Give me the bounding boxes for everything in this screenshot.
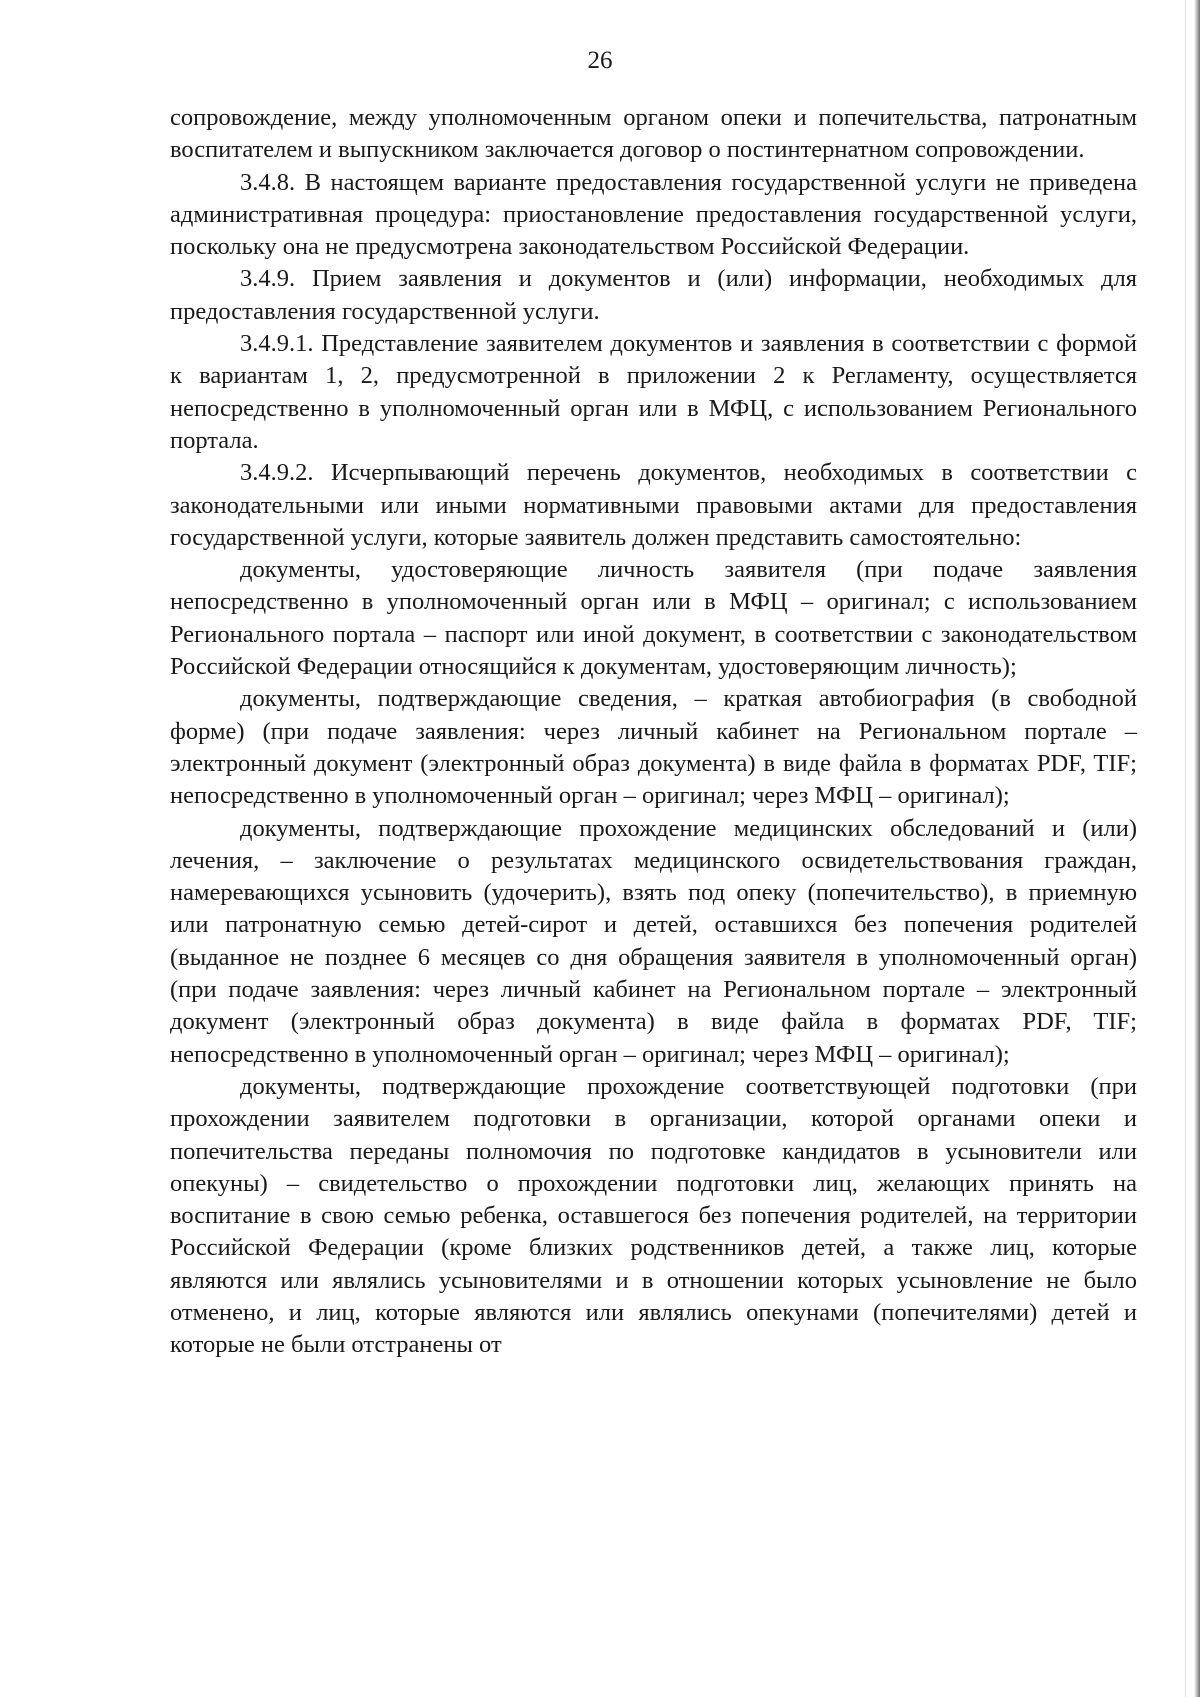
- scan-edge-shadow: [1194, 0, 1200, 1697]
- document-body: [170, 102, 1137, 1362]
- paragraph-3-4-9: 3.4.9. Прием заявления и документов и (или) информации, необходимых для предоставления государственной услуги.: [170, 265, 1137, 325]
- paragraph-identity-documents: документы, удостоверяющие личность заявителя (при подаче заявления непосредственно в уполномоченный орган или в МФЦ – оригинал; с использованием Регионального портала – паспорт или иной документ, в соответствии с законодательством Российской Федерации относящийся к документам, удостоверяющим личность);: [170, 556, 1137, 681]
- page-number: 26: [587, 47, 613, 74]
- paragraph-biography-documents: документы, подтверждающие сведения, – краткая автобиография (в свободной форме) (при подаче заявления: через личный кабинет на Региональном портале – электронный документ (электронный образ документа) в виде файла в форматах PDF, TIF; непосредственно в уполномоченный орган – оригинал; через МФЦ – оригинал);: [170, 685, 1137, 810]
- paragraph-continuation: сопровождение, между уполномоченным органом опеки и попечительства, патронатным воспитателем и выпускником заключается договор о постинтернатном сопровождении.: [170, 104, 1137, 164]
- paragraph-3-4-9-1: 3.4.9.1. Представление заявителем документов и заявления в соответствии с формой к вариантам 1, 2, предусмотренной в приложении 2 к Регламенту, осуществляется непосредственно в уполномоченный орган или в МФЦ, с использованием Регионального портала.: [170, 330, 1137, 454]
- scan-edge-line: [1185, 0, 1186, 1697]
- paragraph-3-4-9-2: 3.4.9.2. Исчерпывающий перечень документов, необходимых в соответствии с законодательными или иными нормативными правовыми актами для предоставления государственной услуги, которые заявитель должен представить самостоятельно:: [170, 459, 1137, 551]
- paragraph-3-4-8: 3.4.8. В настоящем варианте предоставления государственной услуги не приведена административная процедура: приостановление предоставления государственной услуги, поскольку она не предусмотрена законодательством Российской Федерации.: [170, 168, 1137, 261]
- paragraph-training-documents: документы, подтверждающие прохождение соответствующей подготовки (при прохождении заявителем подготовки в организации, которой органами опеки и попечительства переданы полномочия по подготовке кандидатов в усыновители или опекуны) – свидетельство о прохождении подготовки лиц, желающих принять на воспитание в свою семью ребенка, оставшегося без попечения родителей, на территории Российской Федерации (кроме близких родственников детей, а также лиц, которые являются или являлись усыновителями и в отношении которых усыновление не было отменено, и лиц, которые являются или являлись опекунами (попечителями) детей и которые не были отстранены от: [170, 1072, 1137, 1359]
- paragraph-medical-documents: документы, подтверждающие прохождение медицинских обследований и (или) лечения, – заключение о результатах медицинского освидетельствования граждан, намеревающихся усыновить (удочерить), взять под опеку (попечительство), в приемную или патронатную семью детей-сирот и детей, оставшихся без попечения родителей (выданное не позднее 6 месяцев со дня обращения заявителя в уполномоченный орган) (при подаче заявления: через личный кабинет на Региональном портале – электронный документ (электронный образ документа) в виде файла в форматах PDF, TIF; непосредственно в уполномоченный орган – оригинал; через МФЦ – оригинал);: [170, 814, 1137, 1068]
